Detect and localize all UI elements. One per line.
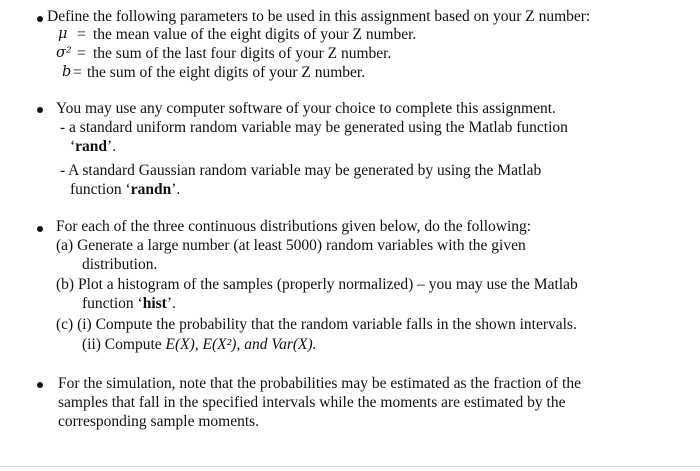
bullet-4 bbox=[37, 382, 43, 388]
section1-intro: Define the following parameters to be used in this assignment based on your Z number: bbox=[47, 8, 591, 25]
mu-definition: the mean value of the eight digits of your Z number. bbox=[93, 26, 417, 43]
section2-item2-line2: function ‘randn’. bbox=[70, 181, 181, 198]
bullet-1 bbox=[37, 16, 43, 22]
section3-b-line1: (b) Plot a histogram of the samples (properly normalized) – you may use the Matlab bbox=[56, 276, 578, 293]
bottom-divider bbox=[0, 466, 700, 467]
section3-c-line1: (c) (i) Compute the probability that the random variable falls in the shown intervals. bbox=[56, 316, 577, 333]
code-randn: randn bbox=[130, 181, 172, 198]
section4-line2: samples that fall in the specified intervals while the moments are estimated by the bbox=[58, 394, 566, 411]
section3-intro: For each of the three continuous distributions given below, do the following: bbox=[56, 218, 532, 235]
moments-expression: E(X), E(X²), and Var(X). bbox=[165, 336, 317, 353]
sigma-definition: the sum of the last four digits of your Z number. bbox=[93, 45, 392, 62]
b-definition: the sum of the eight digits of your Z number. bbox=[87, 64, 366, 81]
bullet-3 bbox=[37, 226, 43, 232]
section4-line3: corresponding sample moments. bbox=[58, 413, 260, 430]
mu-equals: = bbox=[77, 26, 86, 43]
bullet-2 bbox=[37, 107, 43, 113]
section3-a-line2: distribution. bbox=[82, 256, 158, 273]
code-rand: rand bbox=[75, 138, 108, 155]
b-symbol: b bbox=[62, 64, 72, 80]
code-hist: hist bbox=[142, 295, 167, 312]
section2-item1-line2: ‘rand’. bbox=[70, 138, 117, 155]
section3-a-line1: (a) Generate a large number (at least 5000) random variables with the given bbox=[56, 237, 526, 254]
mu-symbol: μ bbox=[58, 26, 68, 42]
section4-line1: For the simulation, note that the probabilities may be estimated as the fraction of the bbox=[58, 375, 581, 392]
sigma-symbol: σ² bbox=[56, 45, 72, 61]
section2-intro: You may use any computer software of your choice to complete this assignment. bbox=[56, 100, 556, 117]
section3-b-line2: function ‘hist’. bbox=[82, 295, 176, 312]
b-equals: = bbox=[73, 64, 82, 81]
section2-item1-line1: - a standard uniform random variable may be generated using the Matlab function bbox=[60, 119, 568, 136]
section3-c-line2: (ii) Compute E(X), E(X²), and Var(X). bbox=[82, 336, 317, 353]
section2-item2-line1: - A standard Gaussian random variable may be generated by using the Matlab bbox=[60, 162, 542, 179]
sigma-equals: = bbox=[77, 45, 86, 62]
